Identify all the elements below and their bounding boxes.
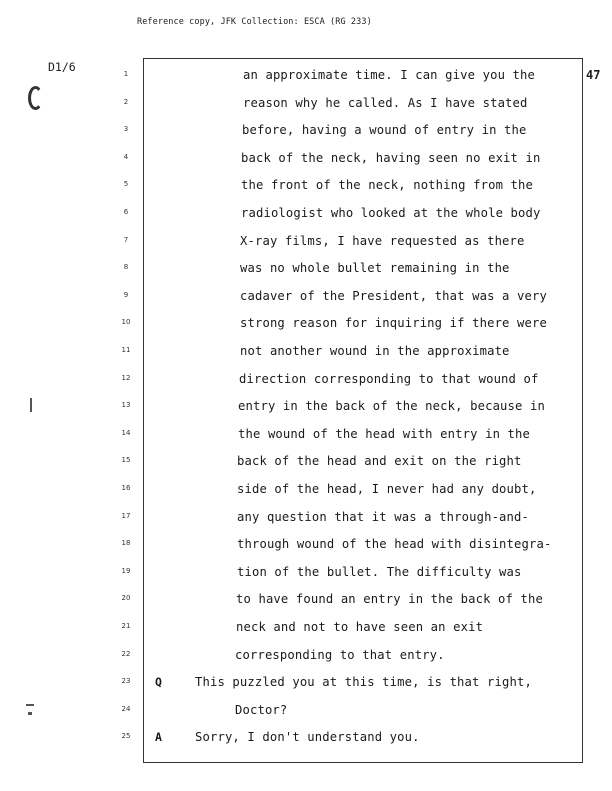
transcript-line: the front of the neck, nothing from the [241, 178, 534, 193]
margin-mark [26, 704, 34, 706]
line-number: 10 [121, 318, 131, 327]
transcript-line: not another wound in the approximate [240, 344, 510, 358]
speaker-label: Q [155, 675, 162, 690]
line-number: 1 [123, 70, 129, 78]
transcript-line: corresponding to that entry. [235, 647, 445, 662]
transcript-line: an approximate time. I can give you the [243, 68, 536, 82]
line-number: 17 [121, 511, 131, 520]
line-number: 12 [121, 373, 131, 382]
transcript-line: before, having a wound of entry in the [242, 123, 527, 138]
document-id: D1/6 [48, 60, 76, 74]
line-number: 25 [121, 732, 131, 741]
transcript-line: Doctor? [235, 702, 288, 717]
transcript-line: to have found an entry in the back of the [236, 592, 543, 607]
line-number: 8 [123, 263, 129, 272]
line-number: 18 [121, 539, 131, 548]
transcript-line: any question that it was a through-and- [237, 509, 530, 524]
line-number: 19 [121, 566, 131, 575]
line-number: 7 [123, 235, 129, 244]
line-number: 9 [123, 290, 129, 299]
transcript-line: the wound of the head with entry in the [238, 426, 531, 441]
line-number: 4 [123, 152, 129, 161]
line-number: 22 [121, 649, 131, 658]
transcript-line: Sorry, I don't understand you. [195, 730, 420, 745]
transcript-line: entry in the back of the neck, because in [238, 399, 545, 414]
line-number: 2 [123, 97, 129, 106]
speaker-label: A [155, 730, 162, 745]
transcript-line: was no whole bullet remaining in the [240, 261, 510, 276]
line-number: 16 [121, 484, 131, 492]
margin-mark [28, 86, 43, 110]
line-number: 13 [121, 401, 131, 410]
margin-mark [28, 712, 32, 715]
reference-header: Reference copy, JFK Collection: ESCA (RG 233) [137, 17, 372, 27]
line-number: 14 [121, 428, 131, 437]
transcript-line: strong reason for inquiring if there were [240, 316, 547, 331]
transcript-line: This puzzled you at this time, is that right, [195, 675, 532, 690]
line-number: 20 [121, 594, 131, 603]
transcript-line: cadaver of the President, that was a very [240, 288, 547, 303]
transcript-line: radiologist who looked at the whole body [241, 206, 541, 220]
transcript-line: reason why he called. As I have stated [243, 95, 528, 110]
line-number: 11 [121, 346, 131, 354]
transcript-line: back of the neck, having seen no exit in [241, 150, 541, 165]
transcript-line: side of the head, I never had any doubt, [237, 482, 537, 496]
line-number: 24 [121, 704, 131, 713]
margin-mark [30, 398, 32, 412]
line-number: 21 [121, 622, 131, 630]
line-number: 15 [121, 456, 131, 465]
line-number: 5 [123, 180, 129, 189]
transcript-line: tion of the bullet. The difficulty was [237, 564, 522, 579]
transcript-line: through wound of the head with disintegra- [237, 537, 552, 552]
line-number: 6 [123, 208, 129, 216]
transcript-line: X-ray films, I have requested as there [240, 233, 525, 248]
line-number: 23 [121, 677, 131, 686]
page-number: 47 [586, 68, 601, 82]
line-number: 3 [123, 125, 129, 134]
transcript-line: back of the head and exit on the right [237, 454, 522, 469]
transcript-line: neck and not to have seen an exit [236, 620, 484, 634]
transcript-line: direction corresponding to that wound of [239, 371, 539, 386]
